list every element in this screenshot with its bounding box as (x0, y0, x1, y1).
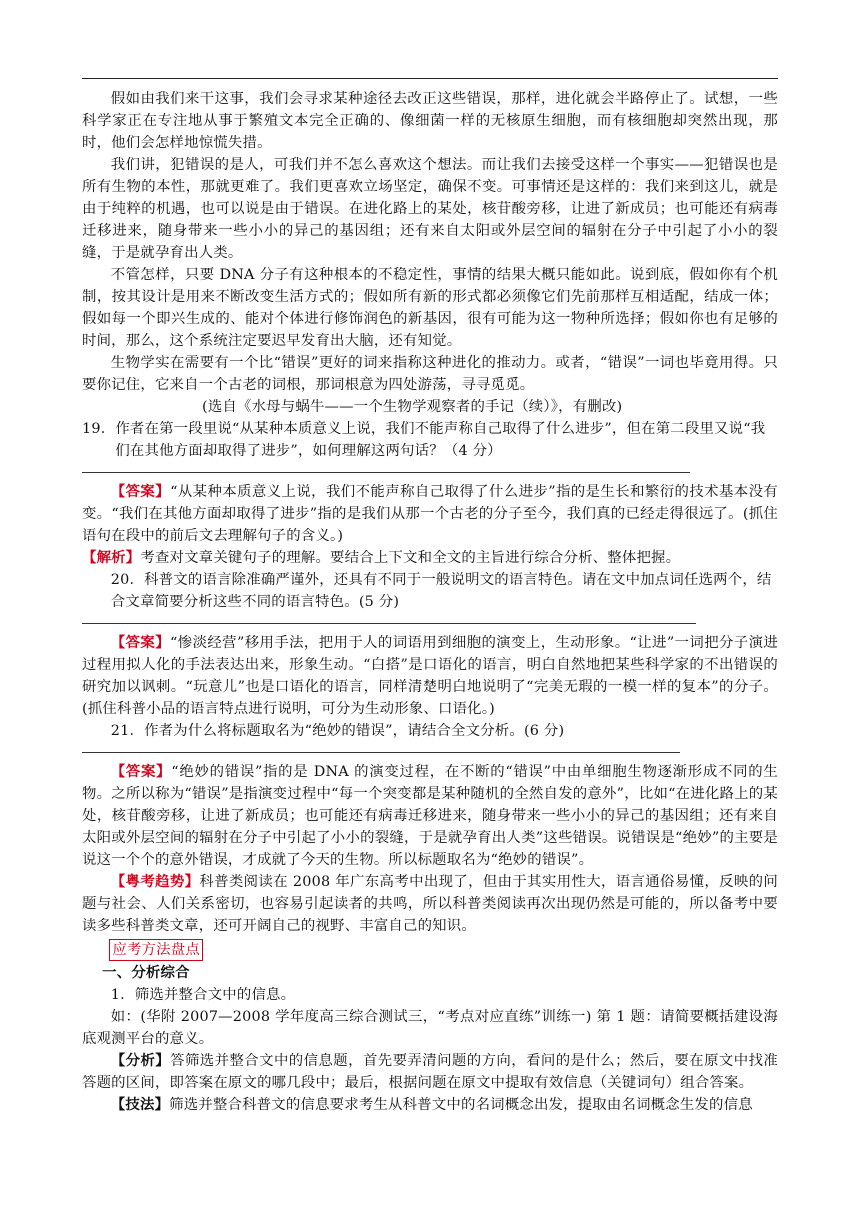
question-20-answer (82, 632, 778, 720)
answer-text: “惨淡经营”移用手法，把用于人的词语用到细胞的演变上，生动形象。“让进”一词把分子演进过程用拟人化的手法表达出来，形象生动。“白搭”是口语化的语言，明白自然地把某些科学家的不出错误的研究加以讽刺。“玩意儿”也是口语化的语言，同样清楚明白地说明了“完美无瑕的一模一样的复本”的分子。(抓住科普小品的语言特点进行说明，可分为生动形象、口语化。) (82, 635, 778, 717)
method-analysis-tag: 【分析】 (110, 1052, 171, 1069)
analysis-text: 考查对文章关键句子的理解。要结合上下文和全文的主旨进行综合分析、整体把握。 (140, 550, 681, 566)
method-skill-text: 筛选并整合科普文的信息要求考生从科普文中的名词概念出发，提取由名词概念生发的信息 (169, 1097, 753, 1113)
passage-source: (选自《水母与蜗牛——一个生物学观察者的手记（续）》，有删改) (202, 399, 623, 415)
method-skill-tag: 【技法】 (110, 1096, 170, 1113)
trend-text: 科普类阅读在 2008 年广东高考中出现了，但由于其实用性大，语言通俗易懂，反映的问题与社会、人们关系密切，也容易引起读者的共鸣，所以科普类阅读再次出现仍然是可能的，所以备考中要读多些科普类文章，还可开阔自己的视野、丰富自己的知识。 (82, 874, 778, 934)
method-example: 如：(华附 2007—2008 学年度高三综合测试三，“考点对应直练”训练一) 第 1 题：请简要概括建设海底观测平台的意义。 (82, 1009, 778, 1047)
method-analysis (82, 1050, 778, 1094)
passage-paragraph-4: 生物学实在需要有一个比“错误”更好的词来指称这种进化的推动力。或者，“错误”一词也毕竟用得。只要你记住，它来自一个古老的词根，那词根意为四处游荡，寻寻觅觅。 (82, 355, 778, 393)
question-19-number: 19． (82, 421, 116, 437)
method-analysis-text: 答筛选并整合文中的信息题，首先要弄清问题的方向，看问的是什么；然后，要在原文中找准答题的区间，即答案在原文的哪几段中；最后，根据问题在原文中提取有效信息（关键词句）组合答案。 (82, 1053, 778, 1091)
document-body (82, 88, 778, 1116)
method-item-1: 1．筛选并整合文中的信息。 (110, 987, 296, 1003)
question-21-number: 21． (110, 723, 145, 739)
exam-trend (82, 871, 778, 937)
question-20-number: 20． (110, 572, 145, 588)
passage-paragraph-1: 假如由我们来干这事，我们会寻求某种途径去改正这些错误，那样，进化就会半路停止了。试想，一些科学家正在专注地从事于繁殖文本完全正确的、像细菌一样的无核原生细胞，而有核细胞却突然出现，那时，他们会怎样地惊慌失措。 (82, 91, 778, 151)
method-box-wrap (82, 939, 778, 961)
question-21-answer (82, 761, 778, 871)
question-19-analysis (82, 547, 778, 569)
question-21-text: 作者为什么将标题取名为“绝妙的错误”，请结合全文分析。(6 分) (144, 723, 565, 739)
answer-tag: 【答案】 (110, 483, 171, 500)
question-19-text: 作者在第一段里说“从某种本质意义上说，我们不能声称自己取得了什么进步”，但在第二段里又说“我们在其他方面却取得了进步”，如何理解这两句话？（4 分） (115, 421, 766, 459)
answer-text: “从某种本质意义上说，我们不能声称自己取得了什么进步”指的是生长和繁衍的技术基本没有变。“我们在其他方面却取得了进步”指的是我们从那一个古老的分子至今，我们真的已经走得很远了。(抓住语句在段中的前后文去理解句子的含义。) (82, 484, 778, 544)
section-heading: 一、分析综合 (102, 964, 190, 981)
question-19 (82, 418, 778, 462)
answer-text: “绝妙的错误”指的是 DNA 的演变过程，在不断的“错误”中由单细胞生物逐渐形成不同的生物。之所以称为“错误”是指演变过程中“每一个突变都是某种随机的全然自发的意外”，比如“在进化路上的某处，核苷酸旁移，让进了新成员；也可能还有病毒迁移进来，随身带来一些小小的异己的基因组；还有来自太阳或外层空间的辐射在分子中引起了小小的裂缝，于是就孕育出人类”这些错误。说错误是“绝妙”的主要是说这一个个的意外错误，才成就了今天的生物。所以标题取名为“绝妙的错误”。 (82, 764, 778, 868)
analysis-tag: 【解析】 (82, 549, 141, 566)
answer-tag: 【答案】 (110, 763, 172, 780)
answer-blank-line (82, 472, 690, 473)
passage-paragraph-2: 我们讲，犯错误的是人，可我们并不怎么喜欢这个想法。而让我们去接受这样一个事实——犯错误也是所有生物的本性，那就更难了。我们更喜欢立场坚定，确保不变。可事情还是这样的：我们来到这儿，就是由于纯粹的机遇，也可以说是由于错误。在进化路上的某处，核苷酸旁移，让进了新成员；也可能还有病毒迁移进来，随身带来一些小小的异己的基因组；还有来自太阳或外层空间的辐射在分子中引起了小小的裂缝，于是就孕育出人类。 (82, 157, 778, 261)
header-rule (82, 78, 778, 79)
answer-blank-line (82, 623, 696, 624)
trend-tag: 【粤考趋势】 (110, 873, 200, 890)
answer-tag: 【答案】 (110, 634, 170, 651)
passage-paragraph-3: 不管怎样，只要 DNA 分子有这种根本的不稳定性，事情的结果大概只能如此。说到底，假如你有个机制，按其设计是用来不断改变生活方式的；假如所有新的形式都必须像它们先前那样互相适配，结成一体；假如每一个即兴生成的、能对个体进行修饰润色的新基因，很有可能为这一物种所选择；假如你也有足够的时间，那么，这个系统注定要迟早发育出大脑，还有知觉。 (82, 267, 778, 349)
method-summary-box: 应考方法盘点 (109, 939, 203, 961)
answer-blank-line (82, 752, 680, 753)
question-20 (82, 569, 778, 613)
question-19-answer (82, 481, 778, 547)
method-skill (82, 1094, 778, 1116)
question-21 (82, 720, 778, 742)
question-20-text: 科普文的语言除准确严谨外，还具有不同于一般说明文的语言特色。请在文中加点词任选两个，结合文章简要分析这些不同的语言特色。(5 分) (110, 572, 772, 610)
